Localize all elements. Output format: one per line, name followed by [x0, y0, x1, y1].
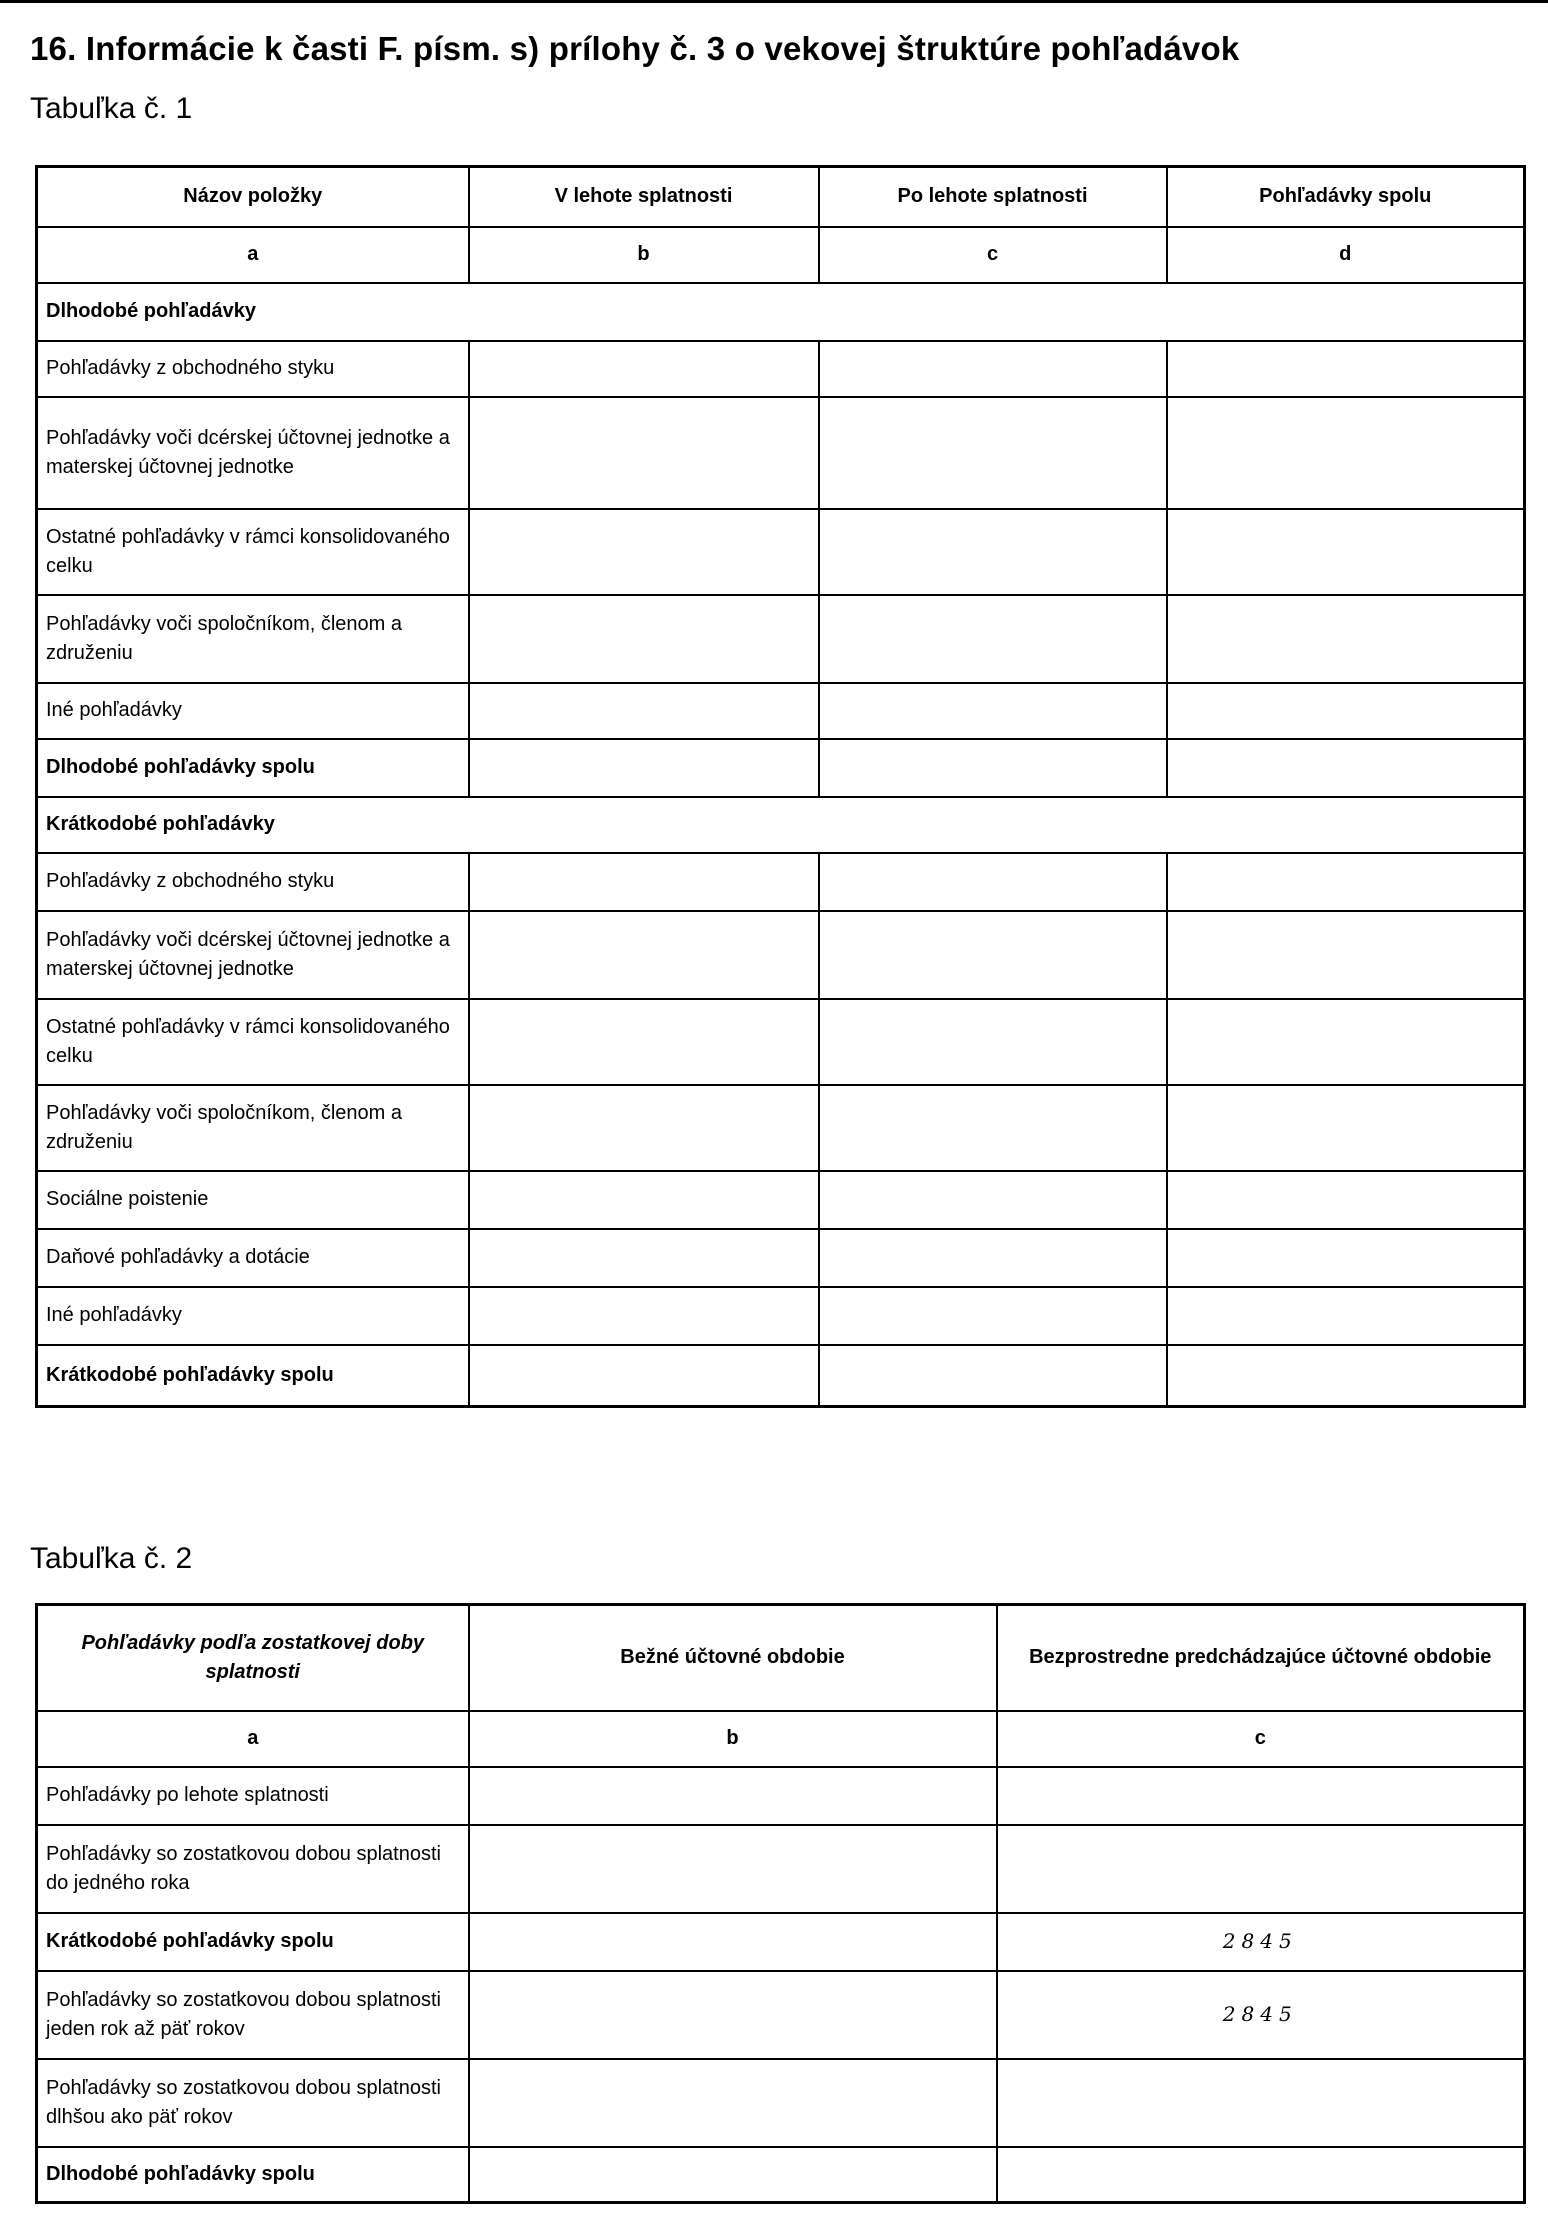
letter-b: b — [469, 1711, 997, 1767]
table1-header-row — [37, 167, 1525, 227]
total-row-long-term — [37, 739, 1525, 797]
table2-header-row — [37, 1605, 1525, 1711]
cell-d — [1167, 341, 1525, 397]
residual-maturity-table — [35, 1603, 1526, 2204]
cell-b — [469, 1229, 819, 1287]
cell-b — [469, 683, 819, 739]
table2-letter-row — [37, 1711, 1525, 1767]
cell-b — [469, 595, 819, 683]
table-row — [37, 341, 1525, 397]
table-row — [37, 999, 1525, 1085]
cell-d — [1167, 911, 1525, 999]
cell-c — [819, 1287, 1167, 1345]
table-row — [37, 911, 1525, 999]
header-within-due: V lehote splatnosti — [469, 167, 819, 227]
cell-b — [469, 853, 819, 911]
cell-c — [819, 853, 1167, 911]
cell-current — [469, 2147, 997, 2203]
table-row — [37, 683, 1525, 739]
cell-d — [1167, 683, 1525, 739]
row-label: Pohľadávky voči dcérskej účtovnej jednotke a materskej účtovnej jednotke — [37, 911, 469, 999]
cell-b — [469, 1085, 819, 1171]
row-label: Pohľadávky z obchodného styku — [37, 341, 469, 397]
cell-c — [819, 1085, 1167, 1171]
section-short-term — [37, 797, 1525, 853]
cell-c — [819, 1171, 1167, 1229]
cell-previous — [997, 2059, 1525, 2147]
cell-current — [469, 1767, 997, 1825]
cell-previous — [997, 1825, 1525, 1913]
row-label: Ostatné pohľadávky v rámci konsolidovaného celku — [37, 509, 469, 595]
letter-a: a — [37, 1711, 469, 1767]
row-label: Pohľadávky z obchodného styku — [37, 853, 469, 911]
cell-d — [1167, 595, 1525, 683]
age-structure-table — [35, 165, 1526, 1408]
row-label: Sociálne poistenie — [37, 1171, 469, 1229]
total-row-short-term — [37, 1913, 1525, 1971]
cell-c — [819, 911, 1167, 999]
letter-b: b — [469, 227, 819, 283]
table-row — [37, 853, 1525, 911]
row-label: Iné pohľadávky — [37, 683, 469, 739]
letter-a: a — [37, 227, 469, 283]
cell-d — [1167, 397, 1525, 509]
cell-c — [819, 397, 1167, 509]
header-past-due: Po lehote splatnosti — [819, 167, 1167, 227]
cell-b — [469, 341, 819, 397]
header-previous-period: Bezprostredne predchádzajúce účtovné obdobie — [997, 1605, 1525, 1711]
cell-d — [1167, 853, 1525, 911]
cell-current — [469, 2059, 997, 2147]
row-label: Pohľadávky voči dcérskej účtovnej jednotke a materskej účtovnej jednotke — [37, 397, 469, 509]
header-total: Pohľadávky spolu — [1167, 167, 1525, 227]
row-label: Pohľadávky voči spoločníkom, členom a združeniu — [37, 1085, 469, 1171]
table-row — [37, 2059, 1525, 2147]
cell-c — [819, 509, 1167, 595]
cell-c — [819, 341, 1167, 397]
table2-caption: Tabuľka č. 2 — [30, 1542, 193, 1575]
cell-d — [1167, 1171, 1525, 1229]
cell-c — [819, 1229, 1167, 1287]
cell-b — [469, 1171, 819, 1229]
page-title: 16. Informácie k časti F. písm. s) prílohy č. 3 o vekovej štruktúre pohľadávok — [30, 30, 1240, 67]
table-row — [37, 1825, 1525, 1913]
cell-current — [469, 1913, 997, 1971]
row-label: Pohľadávky so zostatkovou dobou splatnosti do jedného roka — [37, 1825, 469, 1913]
cell-b — [469, 509, 819, 595]
cell-previous — [997, 2147, 1525, 2203]
row-label: Ostatné pohľadávky v rámci konsolidovaného celku — [37, 999, 469, 1085]
cell-d — [1167, 1085, 1525, 1171]
table-row — [37, 397, 1525, 509]
row-label: Daňové pohľadávky a dotácie — [37, 1229, 469, 1287]
row-label: Dlhodobé pohľadávky spolu — [37, 739, 469, 797]
table-row — [37, 1229, 1525, 1287]
table-row — [37, 1287, 1525, 1345]
table-row — [37, 1085, 1525, 1171]
table-row — [37, 595, 1525, 683]
cell-d — [1167, 999, 1525, 1085]
table1-caption: Tabuľka č. 1 — [30, 92, 193, 125]
cell-b — [469, 999, 819, 1085]
cell-current — [469, 1825, 997, 1913]
header-current-period: Bežné účtovné obdobie — [469, 1605, 997, 1711]
row-label: Pohľadávky voči spoločníkom, členom a združeniu — [37, 595, 469, 683]
table-row — [37, 509, 1525, 595]
total-row-long-term — [37, 2147, 1525, 2203]
cell-b — [469, 1287, 819, 1345]
row-label: Pohľadávky so zostatkovou dobou splatnosti jeden rok až päť rokov — [37, 1971, 469, 2059]
cell-c — [819, 595, 1167, 683]
table1-letter-row — [37, 227, 1525, 283]
cell-previous — [997, 1767, 1525, 1825]
section-label: Dlhodobé pohľadávky — [37, 283, 1525, 341]
row-label: Iné pohľadávky — [37, 1287, 469, 1345]
cell-d — [1167, 1345, 1525, 1407]
header-item-name: Názov položky — [37, 167, 469, 227]
row-label: Krátkodobé pohľadávky spolu — [37, 1913, 469, 1971]
cell-previous: 2845 — [997, 1913, 1525, 1971]
section-label: Krátkodobé pohľadávky — [37, 797, 1525, 853]
cell-c — [819, 739, 1167, 797]
row-label: Pohľadávky po lehote splatnosti — [37, 1767, 469, 1825]
cell-b — [469, 1345, 819, 1407]
top-rule — [0, 0, 1548, 3]
cell-current — [469, 1971, 997, 2059]
cell-b — [469, 397, 819, 509]
cell-b — [469, 739, 819, 797]
table-row — [37, 1767, 1525, 1825]
cell-d — [1167, 509, 1525, 595]
header-by-maturity: Pohľadávky podľa zostatkovej doby splatnosti — [37, 1605, 469, 1711]
total-row-short-term — [37, 1345, 1525, 1407]
row-label: Krátkodobé pohľadávky spolu — [37, 1345, 469, 1407]
cell-c — [819, 1345, 1167, 1407]
letter-d: d — [1167, 227, 1525, 283]
row-label: Dlhodobé pohľadávky spolu — [37, 2147, 469, 2203]
table-row — [37, 1971, 1525, 2059]
table-row — [37, 1171, 1525, 1229]
cell-b — [469, 911, 819, 999]
section-long-term — [37, 283, 1525, 341]
cell-d — [1167, 1229, 1525, 1287]
letter-c: c — [997, 1711, 1525, 1767]
letter-c: c — [819, 227, 1167, 283]
cell-d — [1167, 739, 1525, 797]
cell-previous: 2845 — [997, 1971, 1525, 2059]
cell-c — [819, 999, 1167, 1085]
cell-d — [1167, 1287, 1525, 1345]
cell-c — [819, 683, 1167, 739]
row-label: Pohľadávky so zostatkovou dobou splatnosti dlhšou ako päť rokov — [37, 2059, 469, 2147]
